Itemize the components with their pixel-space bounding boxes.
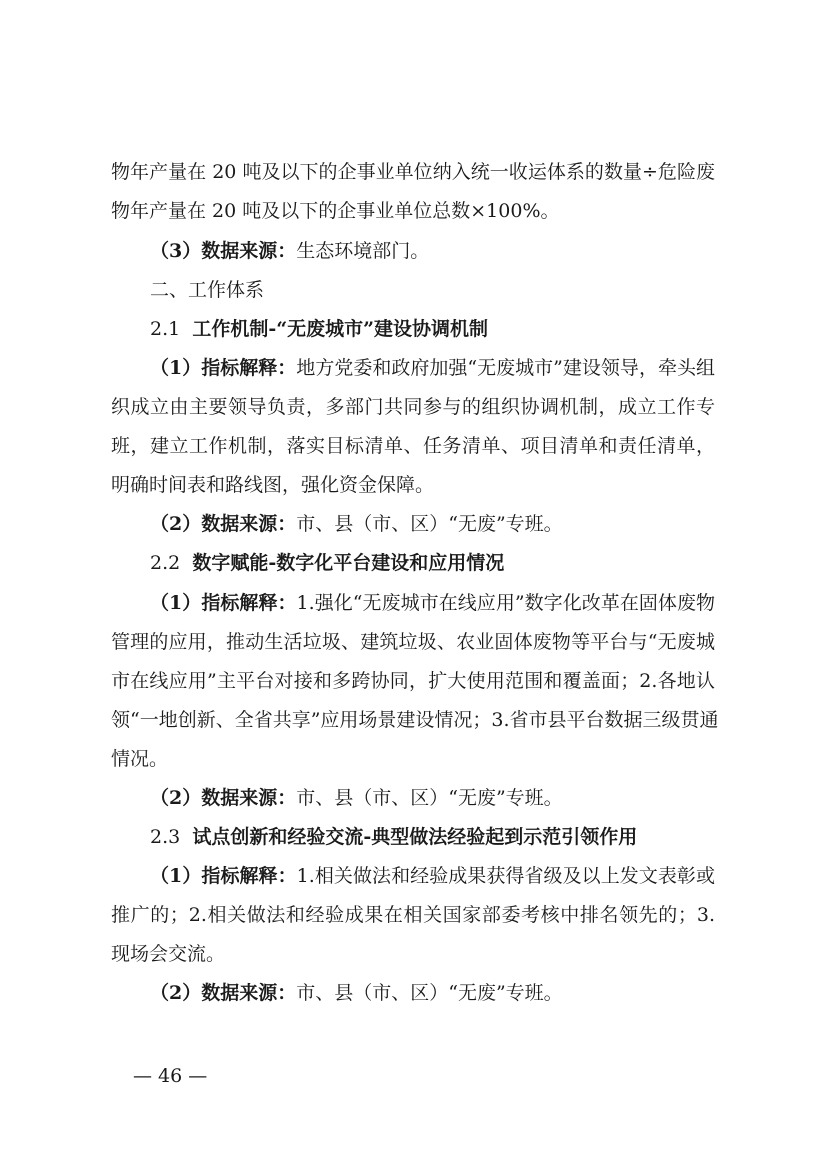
body-text-line: 情况。 <box>111 748 169 770</box>
data-source-text: 生态环境部门。 <box>296 240 430 262</box>
subsection-number: 2.3 <box>150 826 181 848</box>
subsection-number: 2.2 <box>150 552 181 574</box>
data-source-line <box>150 786 826 810</box>
data-source-line <box>150 239 826 263</box>
data-source-text: 市、县（市、区）“无废”专班。 <box>296 982 563 1004</box>
subsection-number: 2.1 <box>150 318 181 340</box>
data-source-text: 市、县（市、区）“无废”专班。 <box>296 787 563 809</box>
indicator-explanation-label: （1）指标解释： <box>150 865 297 887</box>
indicator-explanation-text: 1.相关做法和经验成果获得省级及以上发文表彰或 <box>296 865 715 887</box>
subsection-heading <box>150 551 826 575</box>
body-text-line: 物年产量在 20 吨及以下的企事业单位纳入统一收运体系的数量÷危险废 <box>111 161 715 183</box>
data-source-label: （2）数据来源： <box>150 513 297 535</box>
indicator-explanation-text: 1.强化“无废城市在线应用”数字化改革在固体废物 <box>296 592 715 614</box>
data-source-label: （2）数据来源： <box>150 787 297 809</box>
body-text-line: 推广的；2.相关做法和经验成果在相关国家部委考核中排名领先的；3. <box>111 904 715 926</box>
indicator-explanation-line <box>150 591 715 615</box>
subsection-heading <box>150 317 826 341</box>
indicator-explanation-text: 地方党委和政府加强“无废城市”建设领导，牵头组 <box>296 357 715 379</box>
body-text-line: 织成立由主要领导负责，多部门共同参与的组织协调机制，成立工作专 <box>111 396 715 418</box>
body-text-line: 物年产量在 20 吨及以下的企事业单位总数×100%。 <box>111 200 560 222</box>
indicator-explanation-label: （1）指标解释： <box>150 592 297 614</box>
page-number: — 46 — <box>133 1065 208 1087</box>
data-source-text: 市、县（市、区）“无废”专班。 <box>296 513 563 535</box>
indicator-explanation-label: （1）指标解释： <box>150 357 297 379</box>
data-source-line <box>150 981 826 1005</box>
subsection-heading <box>150 825 826 849</box>
body-text-line: 明确时间表和路线图，强化资金保障。 <box>111 474 435 496</box>
section-heading: 二、工作体系 <box>150 279 265 301</box>
body-text-line: 现场会交流。 <box>111 943 226 965</box>
indicator-explanation-line <box>150 356 715 380</box>
subsection-title: 工作机制-“无废城市”建设协调机制 <box>192 318 489 340</box>
subsection-title: 试点创新和经验交流-典型做法经验起到示范引领作用 <box>192 826 638 848</box>
body-text-line: 班，建立工作机制，落实目标清单、任务清单、项目清单和责任清单， <box>111 435 715 457</box>
data-source-label: （2）数据来源： <box>150 982 297 1004</box>
data-source-label: （3）数据来源： <box>150 240 297 262</box>
subsection-title: 数字赋能-数字化平台建设和应用情况 <box>192 552 505 574</box>
body-text-line: 领“一地创新、全省共享”应用场景建设情况；3.省市县平台数据三级贯通 <box>111 709 719 731</box>
body-text-line: 管理的应用，推动生活垃圾、建筑垃圾、农业固体废物等平台与“无废城 <box>111 631 715 653</box>
body-text-line: 市在线应用”主平台对接和多跨协同，扩大使用范围和覆盖面；2.各地认 <box>111 670 715 692</box>
indicator-explanation-line <box>150 864 715 888</box>
data-source-line <box>150 512 826 536</box>
